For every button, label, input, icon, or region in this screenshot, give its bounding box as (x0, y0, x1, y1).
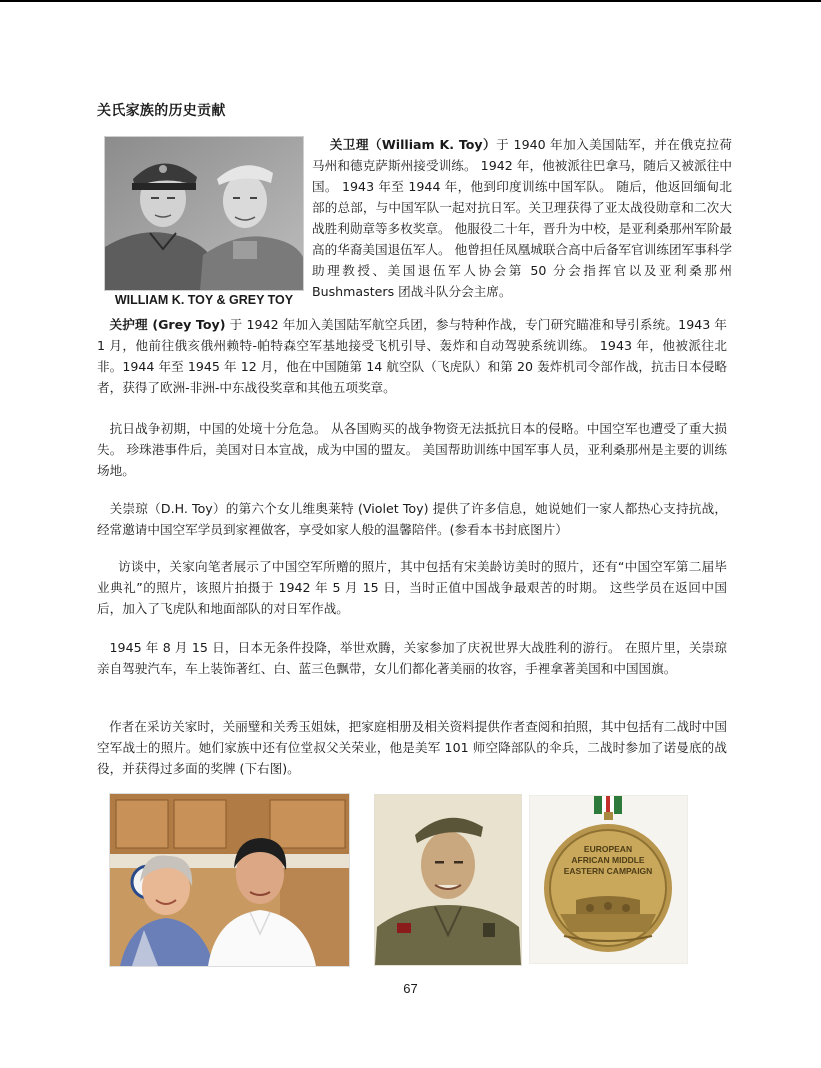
medal-line-2: AFRICAN MIDDLE (571, 855, 645, 865)
family-members-photo (109, 793, 350, 967)
victory-parade-text: 1945 年 8 月 15 日，日本无条件投降，举世欢腾，关家参加了庆祝世界大战胜利的游行。 在照片里，关崇琼亲自驾驶汽车，车上装饰著红、白、蓝三色飘带，女儿们都化著美丽的妆容，手裡拿著美国和中国国旗。 (97, 640, 727, 676)
family-album-text: 作者在采访关家时，关丽璧和关秀玉姐妹，把家庭相册及相关资料提供作者查阅和拍照，其中包括有二战时中国空军战士的照片。她们家族中还有位堂叔父关荣业，他是美军 101 师空降部队的伞兵，二战时参加了诺曼底的战役，并获得过多面的奖牌 (下右图)。 (97, 719, 727, 776)
william-toy-paragraph (312, 134, 732, 302)
campaign-medal-photo (529, 795, 688, 964)
soldiers-portrait-photo (104, 136, 304, 291)
grey-toy-name: 关护理 (Grey Toy) (109, 317, 226, 332)
interview-photos-text: 访谈中，关家向笔者展示了中国空军所赠的照片，其中包括有宋美龄访美时的照片，还有“中国空军第二届毕业典礼”的照片，该照片拍摄于 1942 年 5 月 15 日，当时正值中国战争最艰苦的时期。 这些学员在返回中国后，加入了飞虎队和地面部队的对日军作战。 (97, 559, 727, 616)
photo-caption: WILLIAM K. TOY & GREY TOY (114, 293, 294, 307)
victory-parade-paragraph (97, 637, 727, 679)
war-situation-paragraph (97, 418, 727, 481)
top-border-rule (0, 0, 821, 2)
medal-line-1: EUROPEAN (583, 844, 633, 854)
section-heading: 关氏家族的历史贡献 (97, 103, 226, 119)
medal-line-3: EASTERN CAMPAIGN (563, 866, 653, 876)
interview-photos-paragraph (97, 556, 727, 619)
family-album-paragraph (97, 716, 727, 779)
violet-toy-paragraph (97, 498, 727, 540)
grey-toy-paragraph (97, 314, 727, 398)
page-number: 67 (403, 981, 418, 996)
grey-toy-text: 于 1942 年加入美国陆军航空兵团，参与特种作战，专门研究瞄准和导引系统。1943 年 1 月，他前往俄亥俄州赖特-帕特森空军基地接受飞机引导、轰炸和自动驾驶系统训练。 1943 年，他被派往北非。1944 年至 1945 年 12 月，他在中国随第 14 航空队（飞虎队）和第 20 轰炸机司令部作战，抗击日本侵略者，获得了欧洲-非洲-中东战役奖章和其他五项奖章。 (97, 317, 727, 395)
paratrooper-portrait-photo (374, 794, 522, 966)
william-toy-name: 关卫理（William K. Toy） (329, 137, 497, 152)
william-toy-text: 于 1940 年加入美国陆军，并在俄克拉荷马州和德克萨斯州接受训练。 1942 年，他被派往巴拿马，随后又被派往中国。 1943 年至 1944 年，他到印度训练中国军队。 随后，他返回缅甸北部的总部，与中国军队一起对抗日军。关卫理获得了亚太战役勋章和二次大战胜利勋章等多枚奖章。 他服役二十年，晋升为中校，是亚利桑那州军阶最高的华裔美国退伍军人。 他曾担任凤凰城联合高中后备军官训练团军事科学助理教授、美国退伍军人协会第 50 分会指挥官以及亚利桑那州 Bushmasters 团战斗队分会主席。 (312, 137, 733, 299)
war-situation-text: 抗日战争初期，中国的处境十分危急。 从各国购买的战争物资无法抵抗日本的侵略。中国空军也遭受了重大损失。 珍珠港事件后，美国对日本宣战，成为中国的盟友。 美国帮助训练中国军事人员，亚利桑那州是主要的训练场地。 (97, 421, 727, 478)
violet-toy-text: 关崇琼（D.H. Toy）的第六个女儿维奥莱特 (Violet Toy) 提供了许多信息，她说她们一家人都热心支持抗战，经常邀请中国空军学员到家裡做客，享受如家人般的温馨陪伴。(参看本书封底图片） (97, 501, 727, 537)
